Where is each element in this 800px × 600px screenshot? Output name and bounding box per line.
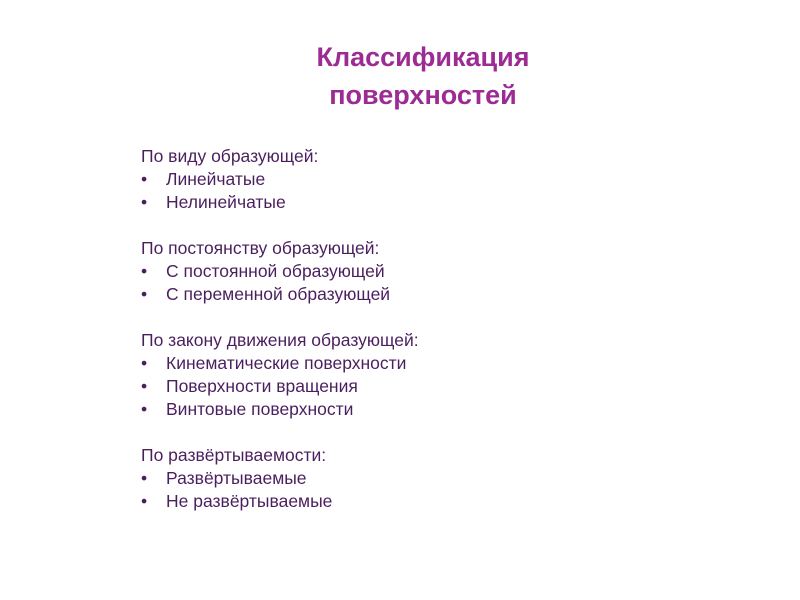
group-heading: По развёртываемости: xyxy=(141,445,327,465)
bullet-dot-icon: • xyxy=(141,376,148,396)
bullet-dot-icon: • xyxy=(141,284,148,304)
bullet-dot-icon: • xyxy=(141,468,148,488)
list-item xyxy=(141,191,701,214)
list-item xyxy=(141,168,701,191)
list-item xyxy=(141,283,701,306)
list-item-label: Развёртываемые xyxy=(166,468,307,488)
slide-title xyxy=(0,38,800,114)
group-developability xyxy=(141,444,701,513)
bullet-dot-icon: • xyxy=(141,261,148,281)
slide-title-line-2: поверхностей xyxy=(329,80,517,110)
list-item xyxy=(141,375,701,398)
bullet-list xyxy=(141,352,701,421)
bullet-list xyxy=(141,168,701,214)
bullet-dot-icon: • xyxy=(141,169,148,189)
group-heading: По виду образующей: xyxy=(141,146,319,166)
bullet-dot-icon: • xyxy=(141,491,148,511)
list-item-label: Не развёртываемые xyxy=(166,491,333,511)
list-item xyxy=(141,490,701,513)
group-heading: По закону движения образующей: xyxy=(141,330,419,350)
bullet-dot-icon: • xyxy=(141,399,148,419)
list-item-label: С постоянной образующей xyxy=(166,261,385,281)
group-motion-law xyxy=(141,329,701,421)
list-item-label: Линейчатые xyxy=(166,169,266,189)
classification-list xyxy=(141,145,701,536)
bullet-list xyxy=(141,467,701,513)
slide-title-line-1: Классификация xyxy=(316,42,530,72)
bullet-list xyxy=(141,260,701,306)
list-item-label: Поверхности вращения xyxy=(166,376,358,396)
list-item-label: Винтовые поверхности xyxy=(166,399,354,419)
list-item xyxy=(141,398,701,421)
list-item-label: С переменной образующей xyxy=(166,284,391,304)
group-generatrix-constancy xyxy=(141,237,701,306)
group-heading: По постоянству образующей: xyxy=(141,238,380,258)
list-item xyxy=(141,260,701,283)
group-generatrix-type xyxy=(141,145,701,214)
list-item xyxy=(141,467,701,490)
bullet-dot-icon: • xyxy=(141,192,148,212)
list-item-label: Нелинейчатые xyxy=(166,192,286,212)
bullet-dot-icon: • xyxy=(141,353,148,373)
list-item xyxy=(141,352,701,375)
list-item-label: Кинематические поверхности xyxy=(166,353,407,373)
